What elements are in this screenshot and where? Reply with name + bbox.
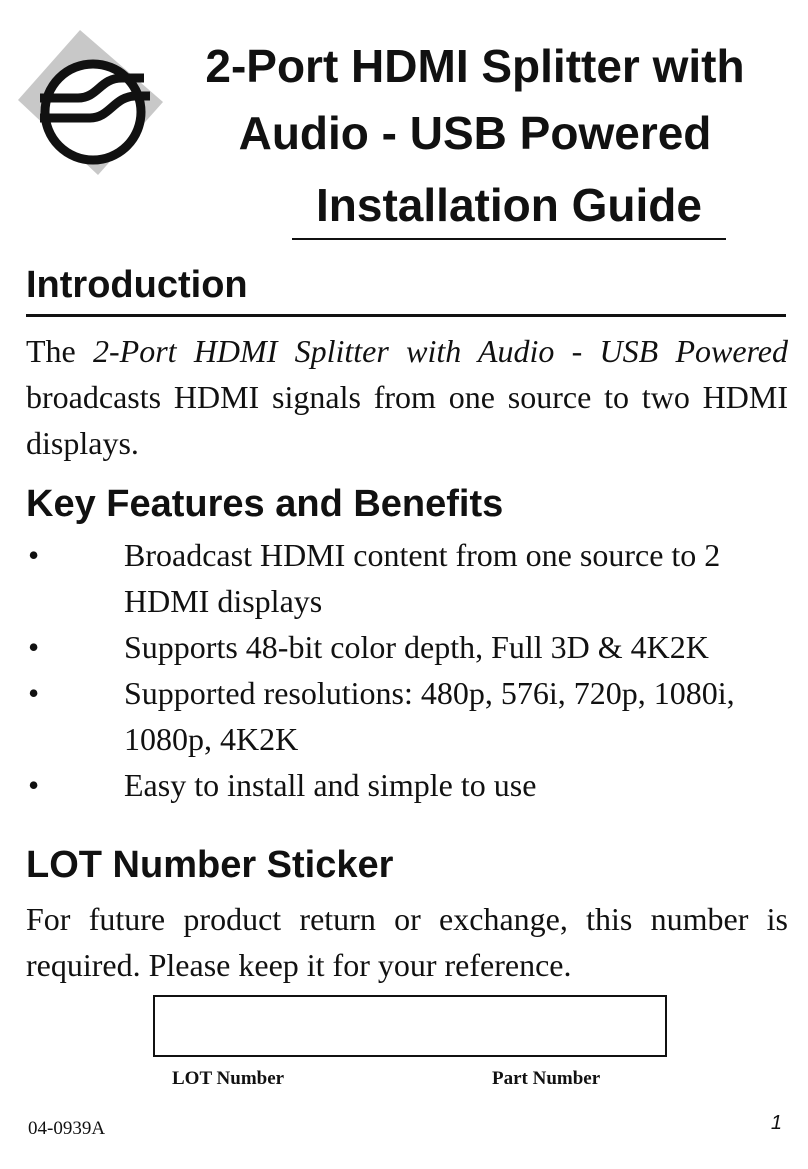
title-line-3: Installation Guide (292, 182, 726, 240)
title-line-2: Audio - USB Powered (238, 107, 712, 159)
list-item (26, 624, 788, 670)
feature-text: Broadcast HDMI content from one source to 2 HDMI displays (124, 537, 721, 619)
lot-sticker-text: For future product return or exchange, this number is required. Please keep it for your reference. (26, 901, 788, 983)
intro-suffix: broadcasts HDMI signals from one source to two HDMI displays. (26, 379, 788, 461)
bullet: • (28, 675, 40, 711)
feature-text: Easy to install and simple to use (124, 767, 537, 803)
list-item (26, 532, 788, 624)
features-heading: Key Features and Benefits (26, 483, 504, 525)
list-item (26, 762, 788, 808)
siig-logo-icon (18, 30, 163, 175)
title-line-1: 2-Port HDMI Splitter with (205, 40, 745, 92)
lot-sticker-box (153, 995, 667, 1057)
bullet: • (28, 537, 40, 573)
feature-text: Supported resolutions: 480p, 576i, 720p, 1080i, 1080p, 4K2K (124, 675, 735, 757)
intro-prefix: The (26, 333, 94, 369)
feature-text: Supports 48-bit color depth, Full 3D & 4K2K (124, 629, 709, 665)
introduction-text (26, 328, 788, 466)
product-name: 2-Port HDMI Splitter with Audio - USB Powered (93, 333, 789, 369)
lot-number-label: LOT Number (172, 1068, 285, 1089)
list-item (26, 670, 788, 762)
lot-sticker-heading: LOT Number Sticker (26, 844, 394, 886)
page-number: 1 (770, 1112, 782, 1134)
features-list (26, 532, 788, 808)
bullet: • (28, 629, 40, 665)
document-code: 04-0939A (28, 1118, 106, 1139)
introduction-heading: Introduction (26, 266, 786, 317)
part-number-label: Part Number (492, 1068, 601, 1089)
bullet: • (28, 767, 40, 803)
